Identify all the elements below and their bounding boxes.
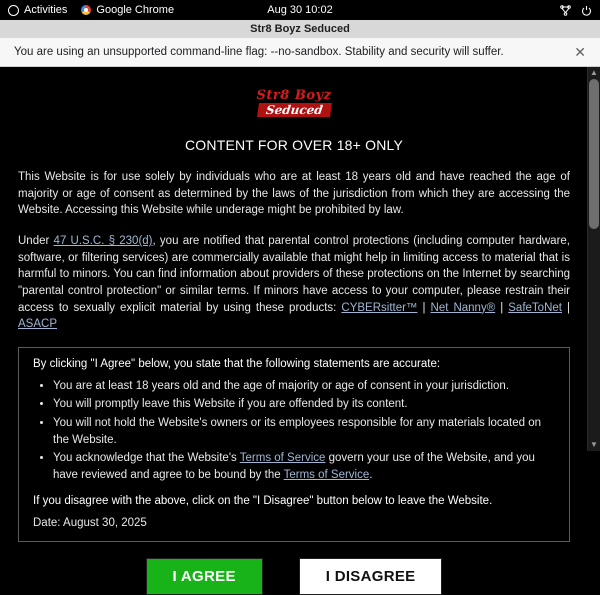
netnanny-link[interactable]: Net Nanny®	[430, 301, 496, 314]
logo-bottom-text: Seduced	[257, 103, 332, 117]
terms-of-service-link-2[interactable]: Terms of Service	[283, 469, 370, 482]
safetonet-link[interactable]: SafeToNet	[508, 301, 562, 314]
list-item: • You will not hold the Website's owners or its employees responsible for any materials located on the Website.	[53, 415, 555, 450]
agreement-box	[18, 347, 570, 542]
paragraph2-pre: Under	[18, 235, 54, 248]
age-verification-page	[0, 67, 588, 585]
disagree-button[interactable]: I DISAGREE	[299, 558, 443, 595]
bullet4-pre: You acknowledge that the Website's	[53, 452, 240, 465]
os-bar-right	[560, 5, 592, 16]
asacp-link[interactable]: ASACP	[18, 318, 57, 331]
os-top-bar	[0, 0, 600, 20]
chrome-taskbar-item[interactable]	[81, 4, 174, 16]
scrollbar-thumb[interactable]	[589, 79, 599, 229]
chrome-label: Google Chrome	[96, 4, 175, 16]
os-clock[interactable]: Aug 30 10:02	[267, 4, 333, 16]
browser-viewport	[0, 67, 600, 585]
terms-of-service-link-1[interactable]: Terms of Service	[239, 452, 326, 465]
activities-icon	[8, 5, 19, 16]
command-line-flag-infobar	[0, 38, 600, 67]
sep-1: |	[417, 301, 431, 314]
date-text: Date: August 30, 2025	[33, 516, 147, 529]
list-item: • You will promptly leave this Website if you are offended by its content.	[53, 396, 555, 413]
parental-controls-paragraph	[18, 233, 570, 333]
age-paragraph: This Website is for use solely by individuals who are at least 18 years old and have reached the age of majority or age of consent as determined by the laws of the jurisdiction from which they are accessing the Website. Accessing this Website while underage might be prohibited by law.	[18, 171, 570, 217]
action-buttons	[18, 558, 570, 595]
agreement-box-title: By clicking "I Agree" below, you state that the following statements are accurate:	[33, 358, 441, 371]
chrome-icon	[81, 5, 91, 15]
close-icon[interactable]: ✕	[574, 44, 586, 60]
network-icon[interactable]	[560, 5, 571, 16]
page-title: CONTENT FOR OVER 18+ ONLY	[184, 137, 404, 153]
usc-link[interactable]: 47 U.S.C. § 230(d)	[53, 235, 153, 248]
list-item	[53, 450, 555, 485]
site-logo-wrap	[18, 67, 570, 123]
bullet4-end: .	[369, 469, 373, 482]
infobar-message: You are using an unsupported command-line flag: --no-sandbox. Stability and security will suffer.	[14, 46, 504, 58]
site-logo[interactable]	[247, 85, 342, 123]
activities-label: Activities	[24, 4, 68, 16]
activities-button[interactable]	[8, 4, 67, 16]
scroll-up-icon[interactable]: ▲	[590, 68, 598, 77]
agree-button[interactable]: I AGREE	[146, 558, 263, 595]
paragraph2-post: , you are notified that parental control protections (including computer hardware, software, or filtering services) are commercially available that might help in limiting access to material that is harmful to minors. You can find information about providers of these protections on the Internet by searching "parental control protection" or similar terms. If minors have access to your computer, please restrain their access to sexually explicit material by using these products:	[18, 235, 570, 314]
power-icon[interactable]	[581, 5, 592, 16]
os-bar-left	[8, 4, 174, 16]
bullet4-post: govern your use of the Website, and you have reviewed and agree to be bound by the	[53, 452, 535, 482]
sep-3: |	[561, 301, 570, 314]
sep-2: |	[495, 301, 509, 314]
list-item: • You are at least 18 years old and the age of majority or age of consent in your jurisdiction.	[53, 378, 555, 395]
scroll-down-icon[interactable]: ▼	[590, 440, 598, 449]
disagree-instruction: If you disagree with the above, click on the "I Disagree" button below to leave the Website.	[33, 494, 493, 507]
logo-top-text: Str8 Boyz	[256, 88, 332, 103]
agreement-bullet-list	[33, 378, 555, 485]
page-scrollbar[interactable]	[587, 67, 600, 451]
cybersitter-link[interactable]: CYBERsitter™	[341, 301, 418, 314]
window-title-bar[interactable]	[0, 20, 600, 38]
window-title: Str8 Boyz Seduced	[250, 23, 350, 35]
